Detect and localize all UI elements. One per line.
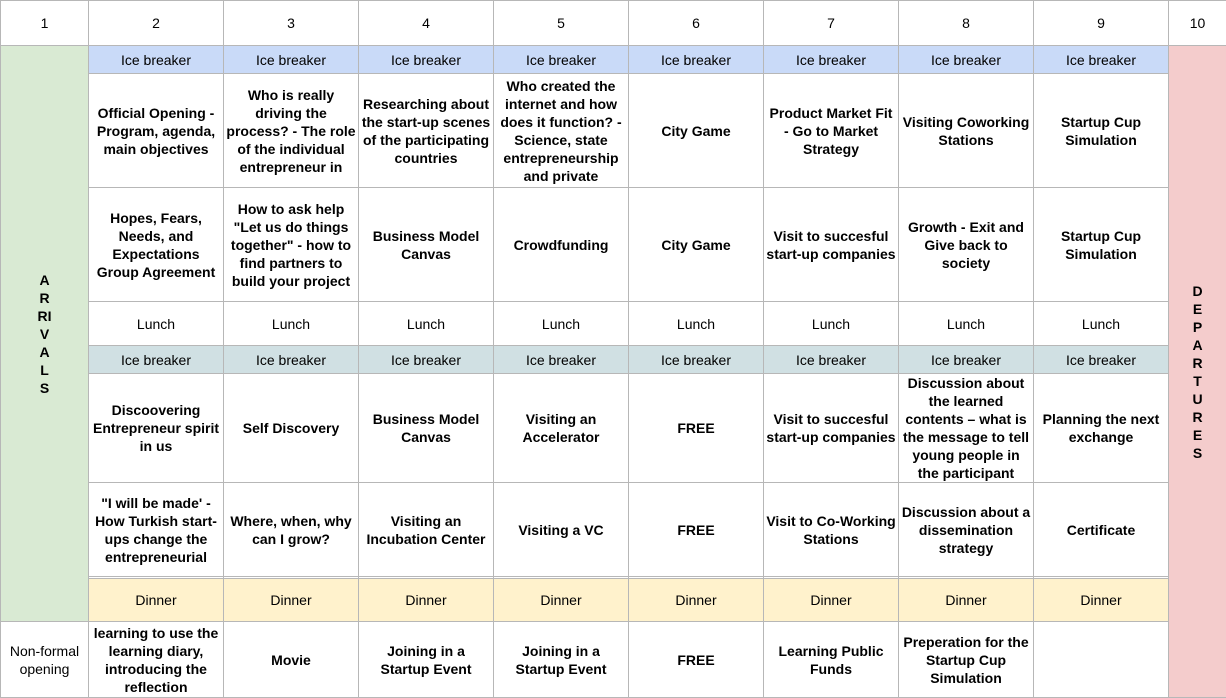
cell-text: Researching about the start-up scenes of the participating countries [361,95,491,167]
ice-breaker-cell[interactable] [629,346,764,374]
ice-breaker-2-row [1,346,1226,374]
cell-text: Ice breaker [631,351,761,369]
dinner-cell[interactable] [224,579,359,622]
afternoon-session-2-cell[interactable] [899,483,1034,577]
cell-text: FREE [631,419,761,437]
cell-text: Product Market Fit - Go to Market Strategy [766,104,896,158]
dinner-cell[interactable] [494,579,629,622]
cell-text: Crowdfunding [496,236,626,254]
morning-session-2-cell[interactable] [359,188,494,302]
ice-breaker-cell[interactable] [494,346,629,374]
arrivals-cell[interactable] [1,46,89,622]
cell-text: Ice breaker [1036,351,1166,369]
cell-text: Startup Cup Simulation [1036,227,1166,263]
cell-text: Discoovering Entrepreneur spirit in us [91,401,221,455]
afternoon-session-1-cell[interactable] [89,374,224,483]
cell-text: Ice breaker [91,51,221,69]
dinner-row [1,579,1226,622]
cell-text: City Game [631,122,761,140]
cell-text: Ice breaker [766,51,896,69]
morning-session-2-cell[interactable] [899,188,1034,302]
cell-text: Joining in a Startup Event [496,642,626,678]
lunch-row [1,302,1226,346]
cell-text: Joining in a Startup Event [361,642,491,678]
afternoon-session-1-cell[interactable] [899,374,1034,483]
morning-2-row [1,188,1226,302]
lunch-cell[interactable] [494,302,629,346]
cell-text: Growth - Exit and Give back to society [901,218,1031,272]
cell-text: Visit to Co-Working Stations [766,512,896,548]
ice-breaker-cell[interactable] [899,346,1034,374]
morning-session-1-cell[interactable] [89,74,224,188]
cell-text: Lunch [631,315,761,333]
evening-session-cell[interactable] [1034,622,1169,698]
afternoon-session-2-cell[interactable] [89,483,224,577]
header-row [1,1,1226,46]
cell-text: Lunch [226,315,356,333]
morning-session-1-cell[interactable] [629,74,764,188]
ice-breaker-cell[interactable] [629,46,764,74]
cell-text: Lunch [361,315,491,333]
cell-text: FREE [631,651,761,669]
cell-text: Who created the internet and how does it function? - Science, state entrepreneurship and private [496,77,626,185]
morning-session-1-cell[interactable] [224,74,359,188]
lunch-cell[interactable] [359,302,494,346]
cell-text: Dinner [901,591,1031,609]
afternoon-session-2-cell[interactable] [1034,483,1169,577]
afternoon-session-1-cell[interactable] [359,374,494,483]
afternoon-session-2-cell[interactable] [629,483,764,577]
cell-text: Discussion about a dissemination strategy [901,503,1031,557]
cell-text: Lunch [1036,315,1166,333]
column-header-9[interactable]: 9 [1034,1,1169,46]
column-header-5[interactable]: 5 [494,1,629,46]
ice-breaker-cell[interactable] [359,46,494,74]
morning-session-1-cell[interactable] [899,74,1034,188]
evening-row [1,622,1226,698]
dinner-cell[interactable] [89,579,224,622]
evening-session-cell[interactable] [494,622,629,698]
cell-text: Certificate [1036,521,1166,539]
cell-text: FREE [631,521,761,539]
cell-text: Discussion about the learned contents – what is the message to tell young people in the participant [901,374,1031,482]
column-header-3[interactable]: 3 [224,1,359,46]
lunch-cell[interactable] [629,302,764,346]
cell-text: Dinner [226,591,356,609]
afternoon-session-1-cell[interactable] [764,374,899,483]
cell-text: Dinner [631,591,761,609]
cell-text: Business Model Canvas [361,410,491,446]
cell-text: Learning Public Funds [766,642,896,678]
column-header-10[interactable]: 10 [1169,1,1226,46]
lunch-cell[interactable] [1034,302,1169,346]
dinner-cell[interactable] [764,579,899,622]
cell-text: Lunch [496,315,626,333]
cell-text: Hopes, Fears, Needs, and Expectations Group Agreement [91,209,221,281]
ice-breaker-cell[interactable] [224,346,359,374]
cell-text: Ice breaker [496,351,626,369]
cell-text: Visiting an Incubation Center [361,512,491,548]
afternoon-session-2-cell[interactable] [494,483,629,577]
ice-breaker-cell[interactable] [89,46,224,74]
lunch-cell[interactable] [89,302,224,346]
cell-text: Movie [226,651,356,669]
cell-text: Ice breaker [766,351,896,369]
dinner-cell[interactable] [1034,579,1169,622]
afternoon-session-2-cell[interactable] [764,483,899,577]
ice-breaker-1-row [1,46,1226,74]
afternoon-session-1-cell[interactable] [494,374,629,483]
cell-text: City Game [631,236,761,254]
cell-text: Visit to succesful start-up companies [766,410,896,446]
non-formal-opening-cell[interactable] [1,622,89,698]
column-header-8[interactable]: 8 [899,1,1034,46]
cell-text: Dinner [361,591,491,609]
ice-breaker-cell[interactable] [1034,346,1169,374]
cell-text: Ice breaker [361,51,491,69]
departures-cell[interactable] [1169,46,1226,698]
cell-text: Dinner [496,591,626,609]
evening-session-cell[interactable] [764,622,899,698]
cell-text: Visiting an Accelerator [496,410,626,446]
column-header-4[interactable]: 4 [359,1,494,46]
ice-breaker-cell[interactable] [1034,46,1169,74]
cell-text: Who is really driving the process? - The role of the individual entrepreneur in [226,86,356,176]
cell-text: Visiting Coworking Stations [901,113,1031,149]
ice-breaker-cell[interactable] [359,346,494,374]
cell-text: Self Discovery [226,419,356,437]
afternoon-2-row [1,483,1226,577]
morning-session-2-cell[interactable] [89,188,224,302]
evening-session-cell[interactable] [899,622,1034,698]
ice-breaker-cell[interactable] [224,46,359,74]
morning-session-1-cell[interactable] [764,74,899,188]
dinner-cell[interactable] [629,579,764,622]
dinner-cell[interactable] [899,579,1034,622]
cell-text: Ice breaker [901,351,1031,369]
evening-session-cell[interactable] [89,622,224,698]
morning-session-2-cell[interactable] [764,188,899,302]
morning-session-1-cell[interactable] [359,74,494,188]
ice-breaker-cell[interactable] [89,346,224,374]
cell-text: Ice breaker [226,351,356,369]
cell-text: Ice breaker [901,51,1031,69]
cell-text: Visit to succesful start-up companies [766,227,896,263]
cell-text: learning to use the learning diary, introducing the reflection [91,624,221,696]
cell-text: Dinner [91,591,221,609]
morning-session-2-cell[interactable] [494,188,629,302]
cell-text: Startup Cup Simulation [1036,113,1166,149]
morning-1-row [1,74,1226,188]
column-header-7[interactable]: 7 [764,1,899,46]
evening-session-cell[interactable] [629,622,764,698]
morning-session-2-cell[interactable] [224,188,359,302]
cell-text: Ice breaker [631,51,761,69]
cell-text: Non-formal opening [10,643,79,677]
cell-text: Lunch [91,315,221,333]
afternoon-session-1-cell[interactable] [224,374,359,483]
cell-text: Where, when, why can I grow? [226,512,356,548]
evening-session-cell[interactable] [224,622,359,698]
lunch-cell[interactable] [764,302,899,346]
cell-text: Ice breaker [226,51,356,69]
cell-text: Lunch [901,315,1031,333]
morning-session-2-cell[interactable] [629,188,764,302]
cell-text: Ice breaker [1036,51,1166,69]
evening-session-cell[interactable] [359,622,494,698]
cell-text: Dinner [766,591,896,609]
cell-text: Business Model Canvas [361,227,491,263]
cell-text: Lunch [766,315,896,333]
afternoon-1-row [1,374,1226,483]
ice-breaker-cell[interactable] [764,346,899,374]
lunch-cell[interactable] [899,302,1034,346]
ice-breaker-cell[interactable] [899,46,1034,74]
afternoon-session-1-cell[interactable] [1034,374,1169,483]
ice-breaker-cell[interactable] [764,46,899,74]
column-header-2[interactable]: 2 [89,1,224,46]
cell-text: "I will be made' - How Turkish start-ups change the entrepreneurial [91,494,221,566]
ice-breaker-cell[interactable] [494,46,629,74]
morning-session-1-cell[interactable] [1034,74,1169,188]
column-header-1[interactable]: 1 [1,1,89,46]
cell-text: Official Opening - Program, agenda, main objectives [91,104,221,158]
column-header-6[interactable]: 6 [629,1,764,46]
cell-text: Ice breaker [91,351,221,369]
cell-text: Ice breaker [361,351,491,369]
afternoon-session-2-cell[interactable] [359,483,494,577]
afternoon-session-2-cell[interactable] [224,483,359,577]
lunch-cell[interactable] [224,302,359,346]
cell-text: Ice breaker [496,51,626,69]
arrivals-label: ARRIVALS [38,271,52,397]
cell-text: How to ask help "Let us do things together" - how to find partners to build your project [226,200,356,290]
morning-session-1-cell[interactable] [494,74,629,188]
cell-text: Planning the next exchange [1036,410,1166,446]
morning-session-2-cell[interactable] [1034,188,1169,302]
cell-text: Preperation for the Startup Cup Simulation [901,633,1031,687]
cell-text: Dinner [1036,591,1166,609]
cell-text: Visiting a VC [496,521,626,539]
afternoon-session-1-cell[interactable] [629,374,764,483]
dinner-cell[interactable] [359,579,494,622]
departures-label: DEPARTURES [1191,282,1205,462]
